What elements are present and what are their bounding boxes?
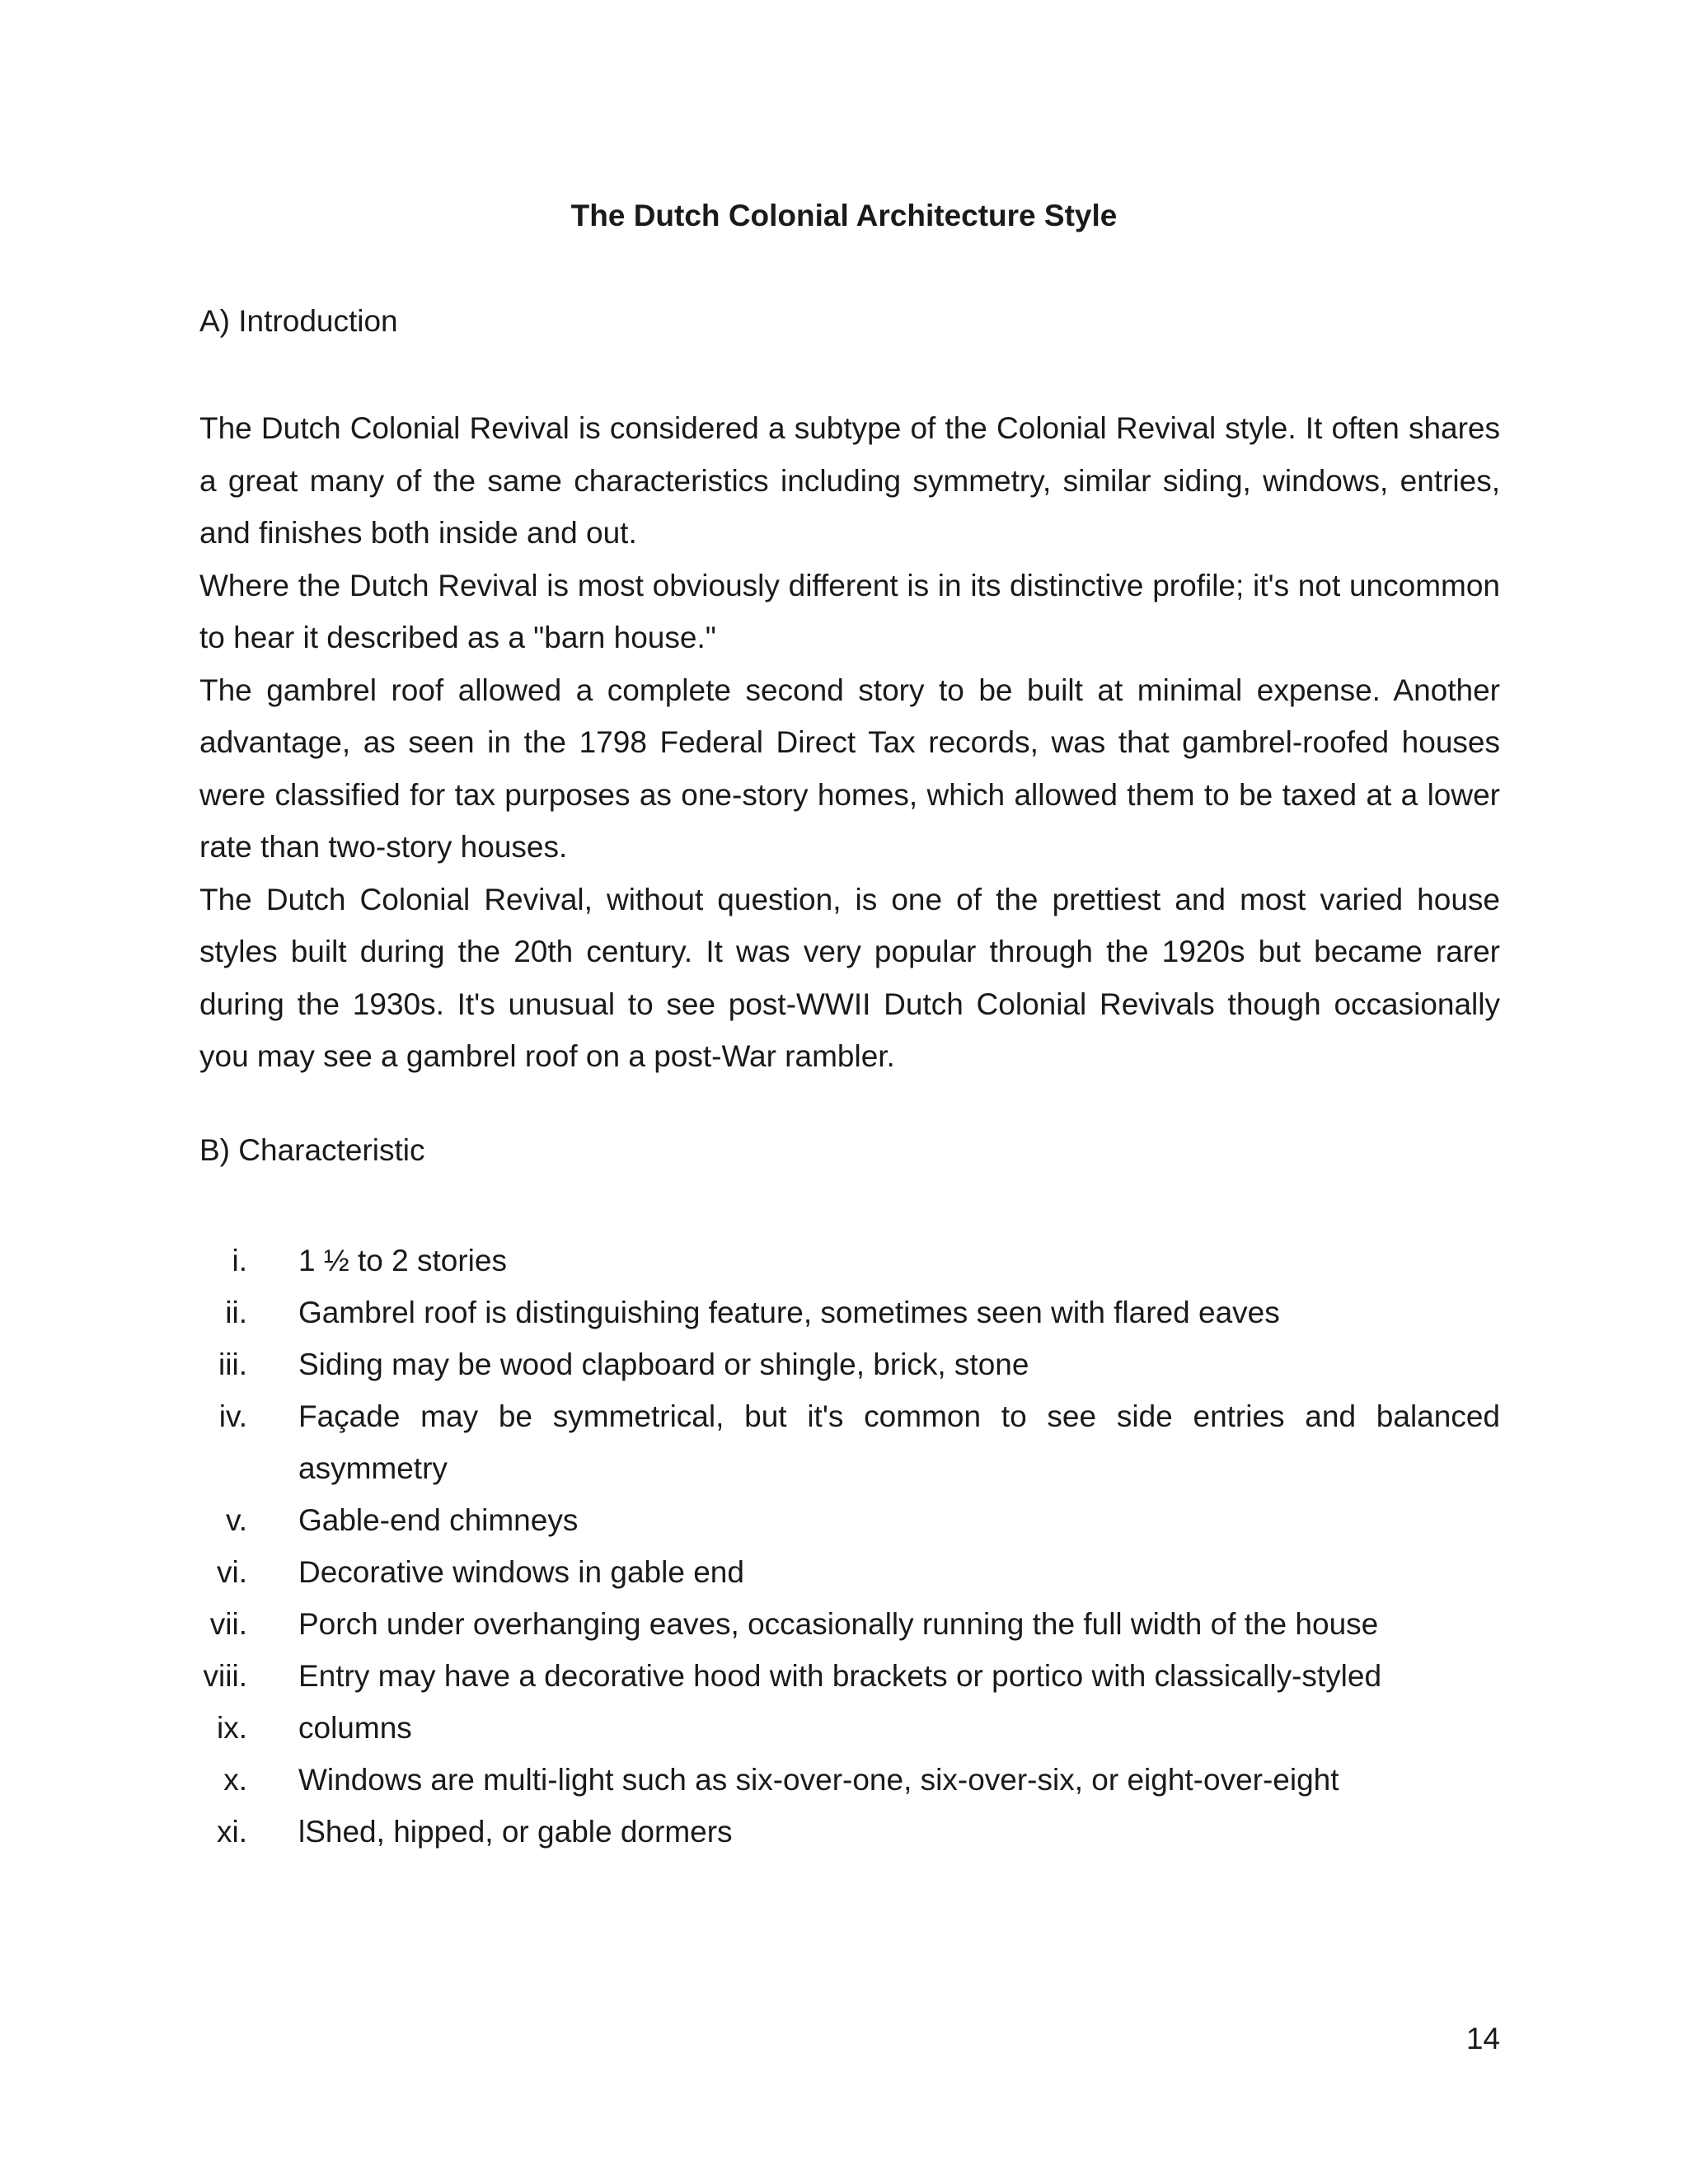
paragraph: The Dutch Colonial Revival, without question, is one of the prettiest and most varied house styles built during the 20th century. It was very popular through the 1920s but became rarer during the 1930s. It's unusual to see post-WWII Dutch Colonial Revivals though occasionally you may see a gambrel roof on a post-War rambler. (199, 882, 1500, 1073)
list-item-number: ii. (225, 1296, 247, 1329)
list-item (0, 1598, 1688, 1650)
list-item-text: columns (298, 1711, 412, 1745)
list-item-number: xi. (217, 1815, 247, 1849)
list-item (0, 1650, 1688, 1702)
list-item-number: vi. (217, 1555, 247, 1589)
list-item-number: ix. (217, 1711, 247, 1745)
page-number: 14 (1465, 2022, 1500, 2055)
list-item-text: lShed, hipped, or gable dormers (298, 1815, 733, 1849)
list-item-number: vii. (209, 1607, 247, 1641)
list-item-text: Gambrel roof is distinguishing feature, sometimes seen with flared eaves (298, 1296, 1280, 1329)
section-b-heading: B) Characteristic (199, 1133, 425, 1167)
list-item (0, 1494, 1688, 1546)
list-item (0, 1235, 1688, 1286)
list-item (0, 1754, 1688, 1806)
list-item-text: Siding may be wood clapboard or shingle, brick, stone (298, 1347, 1029, 1381)
section-a-heading: A) Introduction (199, 304, 398, 338)
list-item (0, 1546, 1688, 1598)
list-item-text: Gable-end chimneys (298, 1503, 579, 1537)
characteristics-list (0, 1235, 1688, 1858)
list-item-number: viii. (203, 1659, 247, 1693)
list-item (0, 1702, 1688, 1754)
list-item (0, 1390, 1688, 1494)
list-item-text: 1 ½ to 2 stories (298, 1244, 507, 1277)
list-item (0, 1286, 1688, 1338)
list-item-number: iii. (218, 1347, 247, 1381)
list-item-text: Entry may have a decorative hood with brackets or portico with classically-styled (298, 1659, 1382, 1693)
document-title: The Dutch Colonial Architecture Style (570, 199, 1118, 232)
list-item-number: i. (232, 1244, 247, 1277)
list-item-text: Windows are multi-light such as six-over-one, six-over-six, or eight-over-eight (298, 1763, 1339, 1797)
paragraph: The Dutch Colonial Revival is considered a subtype of the Colonial Revival style. It often shares a great many of the same characteristics including symmetry, similar siding, windows, entries, and finishes both inside and out. (199, 411, 1500, 550)
list-item-text: Façade may be symmetrical, but it's common to see side entries and balanced asymmetry (298, 1399, 1500, 1485)
paragraph: The gambrel roof allowed a complete second story to be built at minimal expense. Another advantage, as seen in the 1798 Federal Direct Tax records, was that gambrel-roofed houses were classified for tax purposes as one-story homes, which allowed them to be taxed at a lower rate than two-story houses. (199, 673, 1500, 864)
list-item-number: iv. (218, 1399, 247, 1433)
list-item-number: x. (223, 1763, 247, 1797)
paragraph: Where the Dutch Revival is most obviously different is in its distinctive profile; it's not uncommon to hear it described as a "barn house." (199, 568, 1500, 654)
list-item-number: v. (225, 1503, 247, 1537)
section-a-body (199, 402, 1500, 1083)
list-item-text: Porch under overhanging eaves, occasionally running the full width of the house (298, 1607, 1379, 1641)
list-item-text: Decorative windows in gable end (298, 1555, 744, 1589)
list-item (0, 1338, 1688, 1390)
list-item (0, 1806, 1688, 1858)
